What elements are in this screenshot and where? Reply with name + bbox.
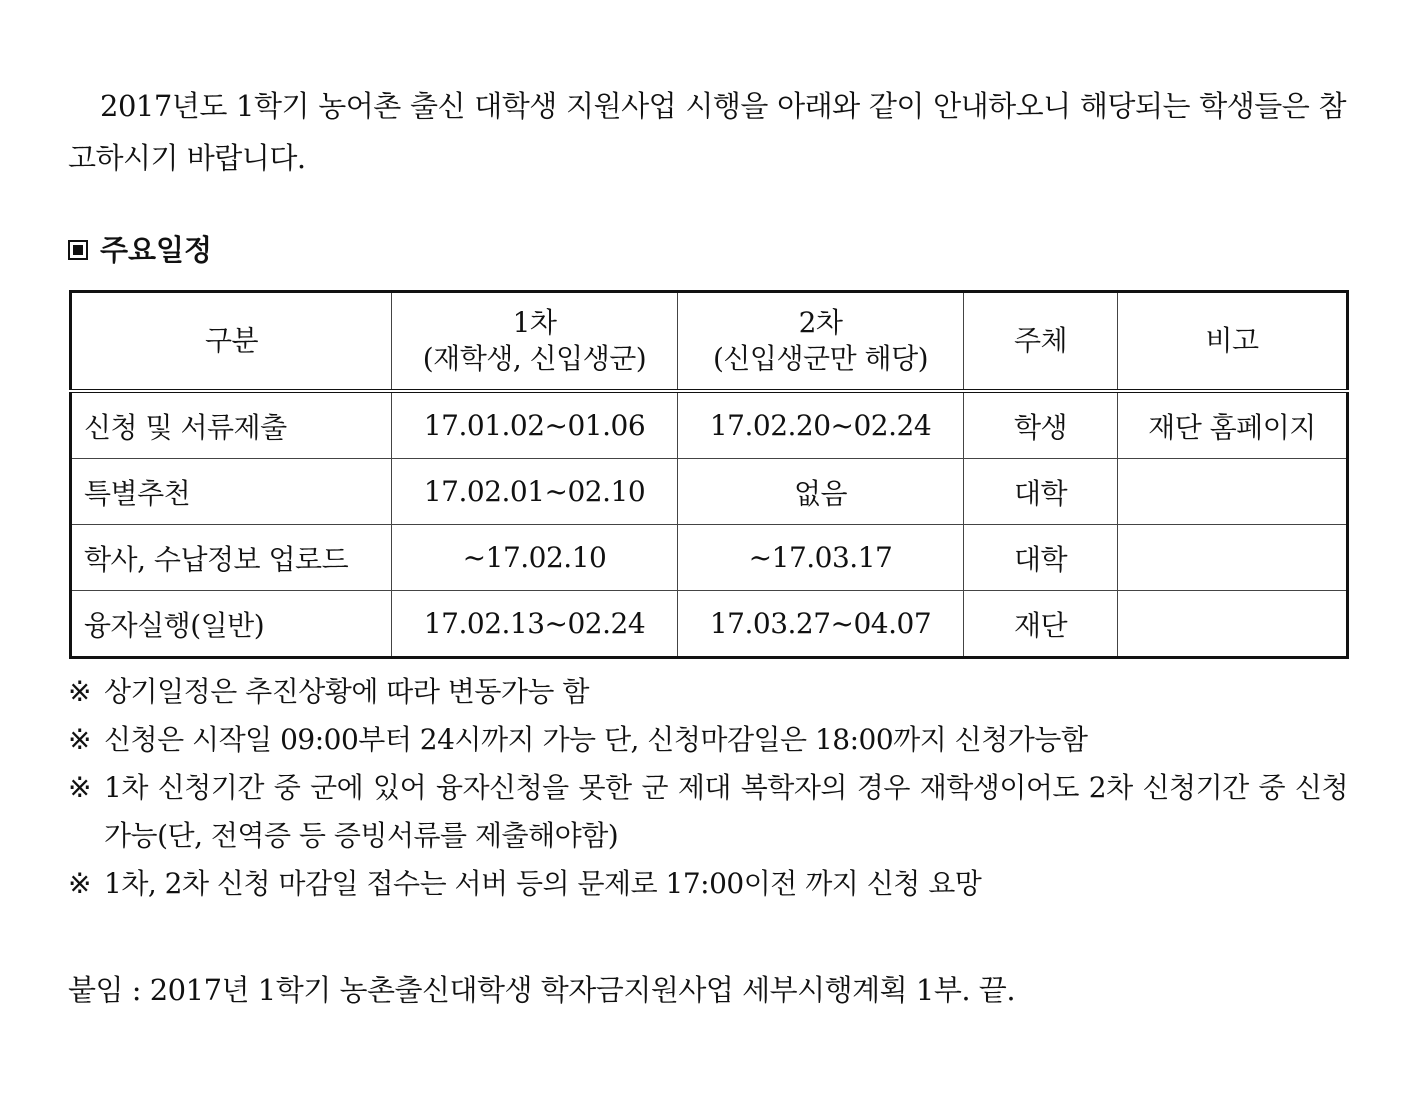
notes-list xyxy=(68,668,1348,908)
cell-round2: 17.02.20~02.24 xyxy=(678,391,964,459)
reference-mark: ※ xyxy=(68,675,91,708)
header-round1-sub: (재학생, 신입생군) xyxy=(422,342,647,375)
reference-mark: ※ xyxy=(68,771,91,804)
cell-round1: 17.01.02~01.06 xyxy=(392,391,678,459)
cell-round1: ~17.02.10 xyxy=(392,525,678,591)
table-row xyxy=(71,459,1348,525)
cell-category: 융자실행(일반) xyxy=(71,591,392,658)
note-text: 상기일정은 추진상황에 따라 변동가능 함 xyxy=(104,675,589,708)
reference-mark: ※ xyxy=(68,723,91,756)
filled-square-icon xyxy=(68,240,88,260)
section-heading xyxy=(68,228,212,272)
note-text: 1차, 2차 신청 마감일 접수는 서버 등의 문제로 17:00이전 까지 신청 요망 xyxy=(104,867,982,900)
note-item xyxy=(68,716,1348,764)
cell-round2: 없음 xyxy=(678,459,964,525)
header-round2-title: 2차 xyxy=(798,306,843,339)
cell-subject: 학생 xyxy=(964,391,1118,459)
header-remarks: 비고 xyxy=(1118,292,1348,392)
header-round2-sub: (신입생군만 해당) xyxy=(712,342,929,375)
header-category: 구분 xyxy=(71,292,392,392)
cell-round1: 17.02.13~02.24 xyxy=(392,591,678,658)
attachment-line: 붙임 : 2017년 1학기 농촌출신대학생 학자금지원사업 세부시행계획 1부. 끝. xyxy=(68,973,1016,1007)
cell-subject: 대학 xyxy=(964,459,1118,525)
note-text: 신청은 시작일 09:00부터 24시까지 가능 단, 신청마감일은 18:00까지 신청가능함 xyxy=(104,723,1088,756)
intro-paragraph: 2017년도 1학기 농어촌 출신 대학생 지원사업 시행을 아래와 같이 안내하오니 해당되는 학생들은 참고하시기 바랍니다. xyxy=(68,89,1346,175)
header-subject: 주체 xyxy=(964,292,1118,392)
table-row xyxy=(71,525,1348,591)
cell-subject: 대학 xyxy=(964,525,1118,591)
cell-remarks xyxy=(1118,525,1348,591)
cell-round2: ~17.03.17 xyxy=(678,525,964,591)
note-text: 1차 신청기간 중 군에 있어 융자신청을 못한 군 제대 복학자의 경우 재학생이어도 2차 신청기간 중 신청 가능(단, 전역증 등 증빙서류를 제출해야함) xyxy=(104,771,1348,852)
cell-remarks xyxy=(1118,459,1348,525)
cell-subject: 재단 xyxy=(964,591,1118,658)
cell-round1: 17.02.01~02.10 xyxy=(392,459,678,525)
cell-category: 특별추천 xyxy=(71,459,392,525)
cell-category: 학사, 수납정보 업로드 xyxy=(71,525,392,591)
note-item xyxy=(68,668,1348,716)
note-item xyxy=(68,860,1348,908)
cell-category: 신청 및 서류제출 xyxy=(71,391,392,459)
section-title-text: 주요일정 xyxy=(100,233,213,267)
table-row xyxy=(71,591,1348,658)
header-round2 xyxy=(678,292,964,392)
table-header-row xyxy=(71,292,1348,392)
header-round1-title: 1차 xyxy=(512,306,557,339)
reference-mark: ※ xyxy=(68,867,91,900)
cell-round2: 17.03.27~04.07 xyxy=(678,591,964,658)
note-item xyxy=(68,764,1348,860)
header-round1 xyxy=(392,292,678,392)
cell-remarks: 재단 홈페이지 xyxy=(1118,391,1348,459)
table-row xyxy=(71,391,1348,459)
schedule-table xyxy=(69,290,1349,659)
cell-remarks xyxy=(1118,591,1348,658)
